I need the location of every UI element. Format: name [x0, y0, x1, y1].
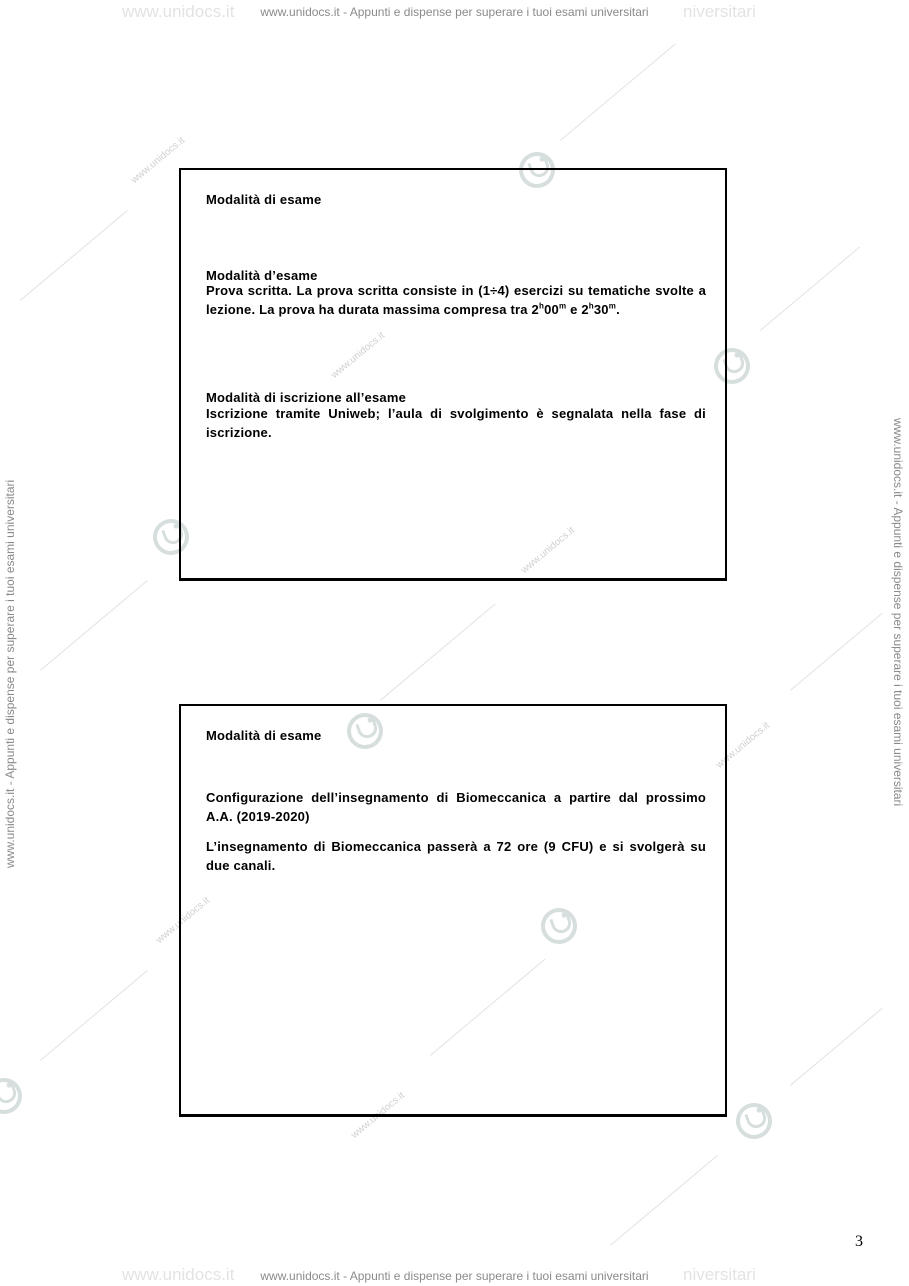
watermark-logo-icon: [0, 1073, 27, 1119]
slide-title: Modalità di esame: [206, 192, 322, 207]
slide-1: [179, 168, 727, 581]
watermark-diagonal: www.unidocs.it: [349, 1090, 407, 1141]
watermark-line: [760, 246, 860, 330]
watermark-line: [40, 580, 148, 671]
paragraph: L’insegnamento di Biomeccanica passerà a 72 ore (9 CFU) e si svolgerà su due canali.: [206, 839, 706, 873]
watermark-diagonal: www.unidocs.it: [129, 135, 187, 186]
time-minutes: 00: [544, 302, 559, 317]
watermark-diagonal: www.unidocs.it: [154, 895, 212, 946]
section-heading: Modalità d’esame: [206, 268, 318, 283]
watermark-right: www.unidocs.it - Appunti e dispense per superare i tuoi esami universitari: [891, 418, 905, 807]
paragraph: Configurazione dell’insegnamento di Biomeccanica a partire dal prossimo A.A. (2019-2020): [206, 790, 706, 824]
watermark-top: www.unidocs.it - Appunti e dispense per superare i tuoi esami universitari: [260, 5, 649, 19]
superscript: m: [608, 301, 617, 311]
slide-title: Modalità di esame: [206, 728, 322, 743]
watermark-line: [790, 613, 883, 691]
paragraph-text: Prova scritta. La prova scritta consiste in (1÷4) esercizi su tematiche svolte a lezione. La prova ha durata massima compresa tra 2: [206, 283, 706, 317]
watermark-logo-icon: [731, 1098, 777, 1144]
superscript: m: [558, 301, 567, 311]
section-heading: Modalità di iscrizione all’esame: [206, 390, 407, 405]
watermark-line: [40, 970, 148, 1061]
watermark-diagonal: www.unidocs.it: [519, 525, 577, 576]
slide-2: [179, 704, 727, 1117]
paragraph: Iscrizione tramite Uniweb; l’aula di svolgimento è segnalata nella fase di iscrizione.: [206, 406, 706, 440]
conjunction: e: [566, 302, 582, 317]
watermark-ghost-top-right: niversitari: [683, 2, 756, 21]
watermark-bottom: www.unidocs.it - Appunti e dispense per superare i tuoi esami universitari: [260, 1269, 649, 1283]
watermark-line: [20, 210, 128, 301]
watermark-diagonal: www.unidocs.it: [714, 720, 772, 771]
watermark-line: [610, 1155, 718, 1246]
watermark-line: [560, 44, 676, 141]
watermark-line: [380, 604, 496, 701]
time-minutes: 30: [593, 302, 609, 317]
page-number: 3: [855, 1233, 863, 1250]
watermark-left: www.unidocs.it - Appunti e dispense per superare i tuoi esami universitari: [3, 479, 17, 868]
superscript: h: [538, 301, 545, 311]
paragraph: [206, 281, 706, 319]
watermark-ghost-bottom-left: www.unidocs.it: [122, 1265, 235, 1284]
time-hours: 2: [581, 302, 589, 317]
paragraph-end: .: [616, 302, 620, 317]
watermark-diagonal: www.unidocs.it: [329, 330, 387, 381]
watermark-line: [790, 1008, 883, 1086]
superscript: h: [588, 301, 594, 311]
watermark-ghost-bottom-right: niversitari: [683, 1265, 756, 1284]
watermark-ghost-top-left: www.unidocs.it: [122, 2, 235, 21]
